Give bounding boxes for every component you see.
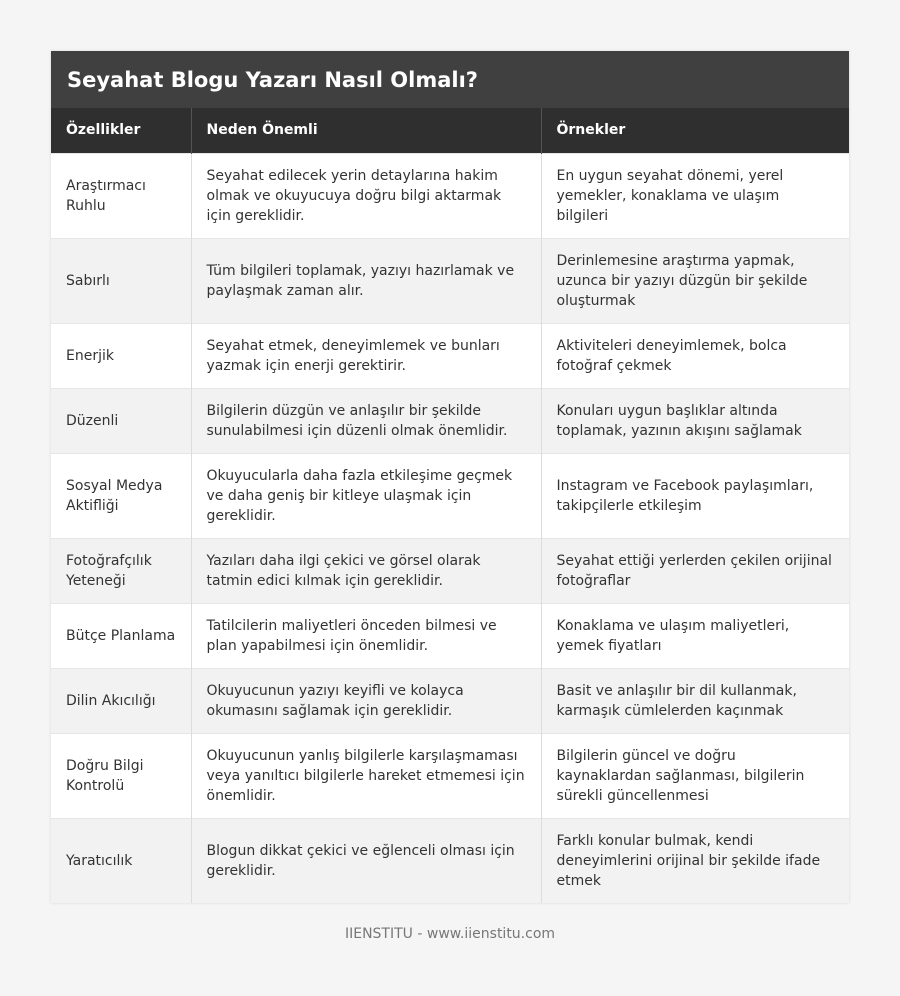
footer-credit: IIENSTITU - www.iienstitu.com [344,926,556,942]
header-row [51,108,849,153]
table-row [51,153,849,238]
cell-ornekler: Aktiviteleri deneyimlemek, bolca fotoğraf çekmek [541,323,849,388]
cell-neden-onemli: Bilgilerin düzgün ve anlaşılır bir şekilde sunulabilmesi için düzenli olmak önemlidir. [191,388,541,453]
cell-ornekler: Farklı konular bulmak, kendi deneyimlerini orijinal bir şekilde ifade etmek [541,818,849,903]
cell-neden-onemli: Tatilcilerin maliyetleri önceden bilmesi ve plan yapabilmesi için önemlidir. [191,603,541,668]
header-neden-onemli: Neden Önemli [191,108,541,153]
table-row [51,603,849,668]
cell-ozellik: Enerjik [51,323,191,388]
cell-neden-onemli: Seyahat etmek, deneyimlemek ve bunları yazmak için enerji gerektirir. [191,323,541,388]
cell-neden-onemli: Seyahat edilecek yerin detaylarına hakim olmak ve okuyucuya doğru bilgi aktarmak için gereklidir. [191,153,541,238]
cell-ornekler: Instagram ve Facebook paylaşımları, takipçilerle etkileşim [541,453,849,538]
cell-ornekler: En uygun seyahat dönemi, yerel yemekler, konaklama ve ulaşım bilgileri [541,153,849,238]
cell-ozellik: Araştırmacı Ruhlu [51,153,191,238]
cell-ornekler: Derinlemesine araştırma yapmak, uzunca bir yazıyı düzgün bir şekilde oluşturmak [541,238,849,323]
header-ornekler: Örnekler [541,108,849,153]
cell-ornekler: Seyahat ettiği yerlerden çekilen orijinal fotoğraflar [541,538,849,603]
cell-ozellik: Doğru Bilgi Kontrolü [51,733,191,818]
cell-neden-onemli: Yazıları daha ilgi çekici ve görsel olarak tatmin edici kılmak için gereklidir. [191,538,541,603]
table-row [51,453,849,538]
cell-neden-onemli: Tüm bilgileri toplamak, yazıyı hazırlamak ve paylaşmak zaman alır. [191,238,541,323]
cell-neden-onemli: Okuyucunun yazıyı keyifli ve kolayca okumasını sağlamak için gereklidir. [191,668,541,733]
cell-ornekler: Bilgilerin güncel ve doğru kaynaklardan sağlanması, bilgilerin sürekli güncellenmesi [541,733,849,818]
cell-ornekler: Konaklama ve ulaşım maliyetleri, yemek fiyatları [541,603,849,668]
table-row [51,238,849,323]
cell-neden-onemli: Okuyucunun yanlış bilgilerle karşılaşmaması veya yanıltıcı bilgilerle hareket etmemesi için önemlidir. [191,733,541,818]
table-body [51,153,849,903]
table-row [51,323,849,388]
table-row [51,668,849,733]
data-table [51,108,849,903]
cell-ornekler: Basit ve anlaşılır bir dil kullanmak, karmaşık cümlelerden kaçınmak [541,668,849,733]
cell-ozellik: Düzenli [51,388,191,453]
cell-ozellik: Sosyal Medya Aktifliği [51,453,191,538]
table-title: Seyahat Blogu Yazarı Nasıl Olmalı? [51,51,849,108]
cell-ozellik: Dilin Akıcılığı [51,668,191,733]
table-row [51,818,849,903]
cell-ozellik: Yaratıcılık [51,818,191,903]
table-row [51,388,849,453]
cell-neden-onemli: Blogun dikkat çekici ve eğlenceli olması için gereklidir. [191,818,541,903]
cell-ozellik: Fotoğrafçılık Yeteneği [51,538,191,603]
table-row [51,733,849,818]
cell-neden-onemli: Okuyucularla daha fazla etkileşime geçmek ve daha geniş bir kitleye ulaşmak için gereklidir. [191,453,541,538]
table-card [51,51,849,903]
cell-ozellik: Sabırlı [51,238,191,323]
cell-ornekler: Konuları uygun başlıklar altında toplamak, yazının akışını sağlamak [541,388,849,453]
cell-ozellik: Bütçe Planlama [51,603,191,668]
table-row [51,538,849,603]
header-ozellikler: Özellikler [51,108,191,153]
